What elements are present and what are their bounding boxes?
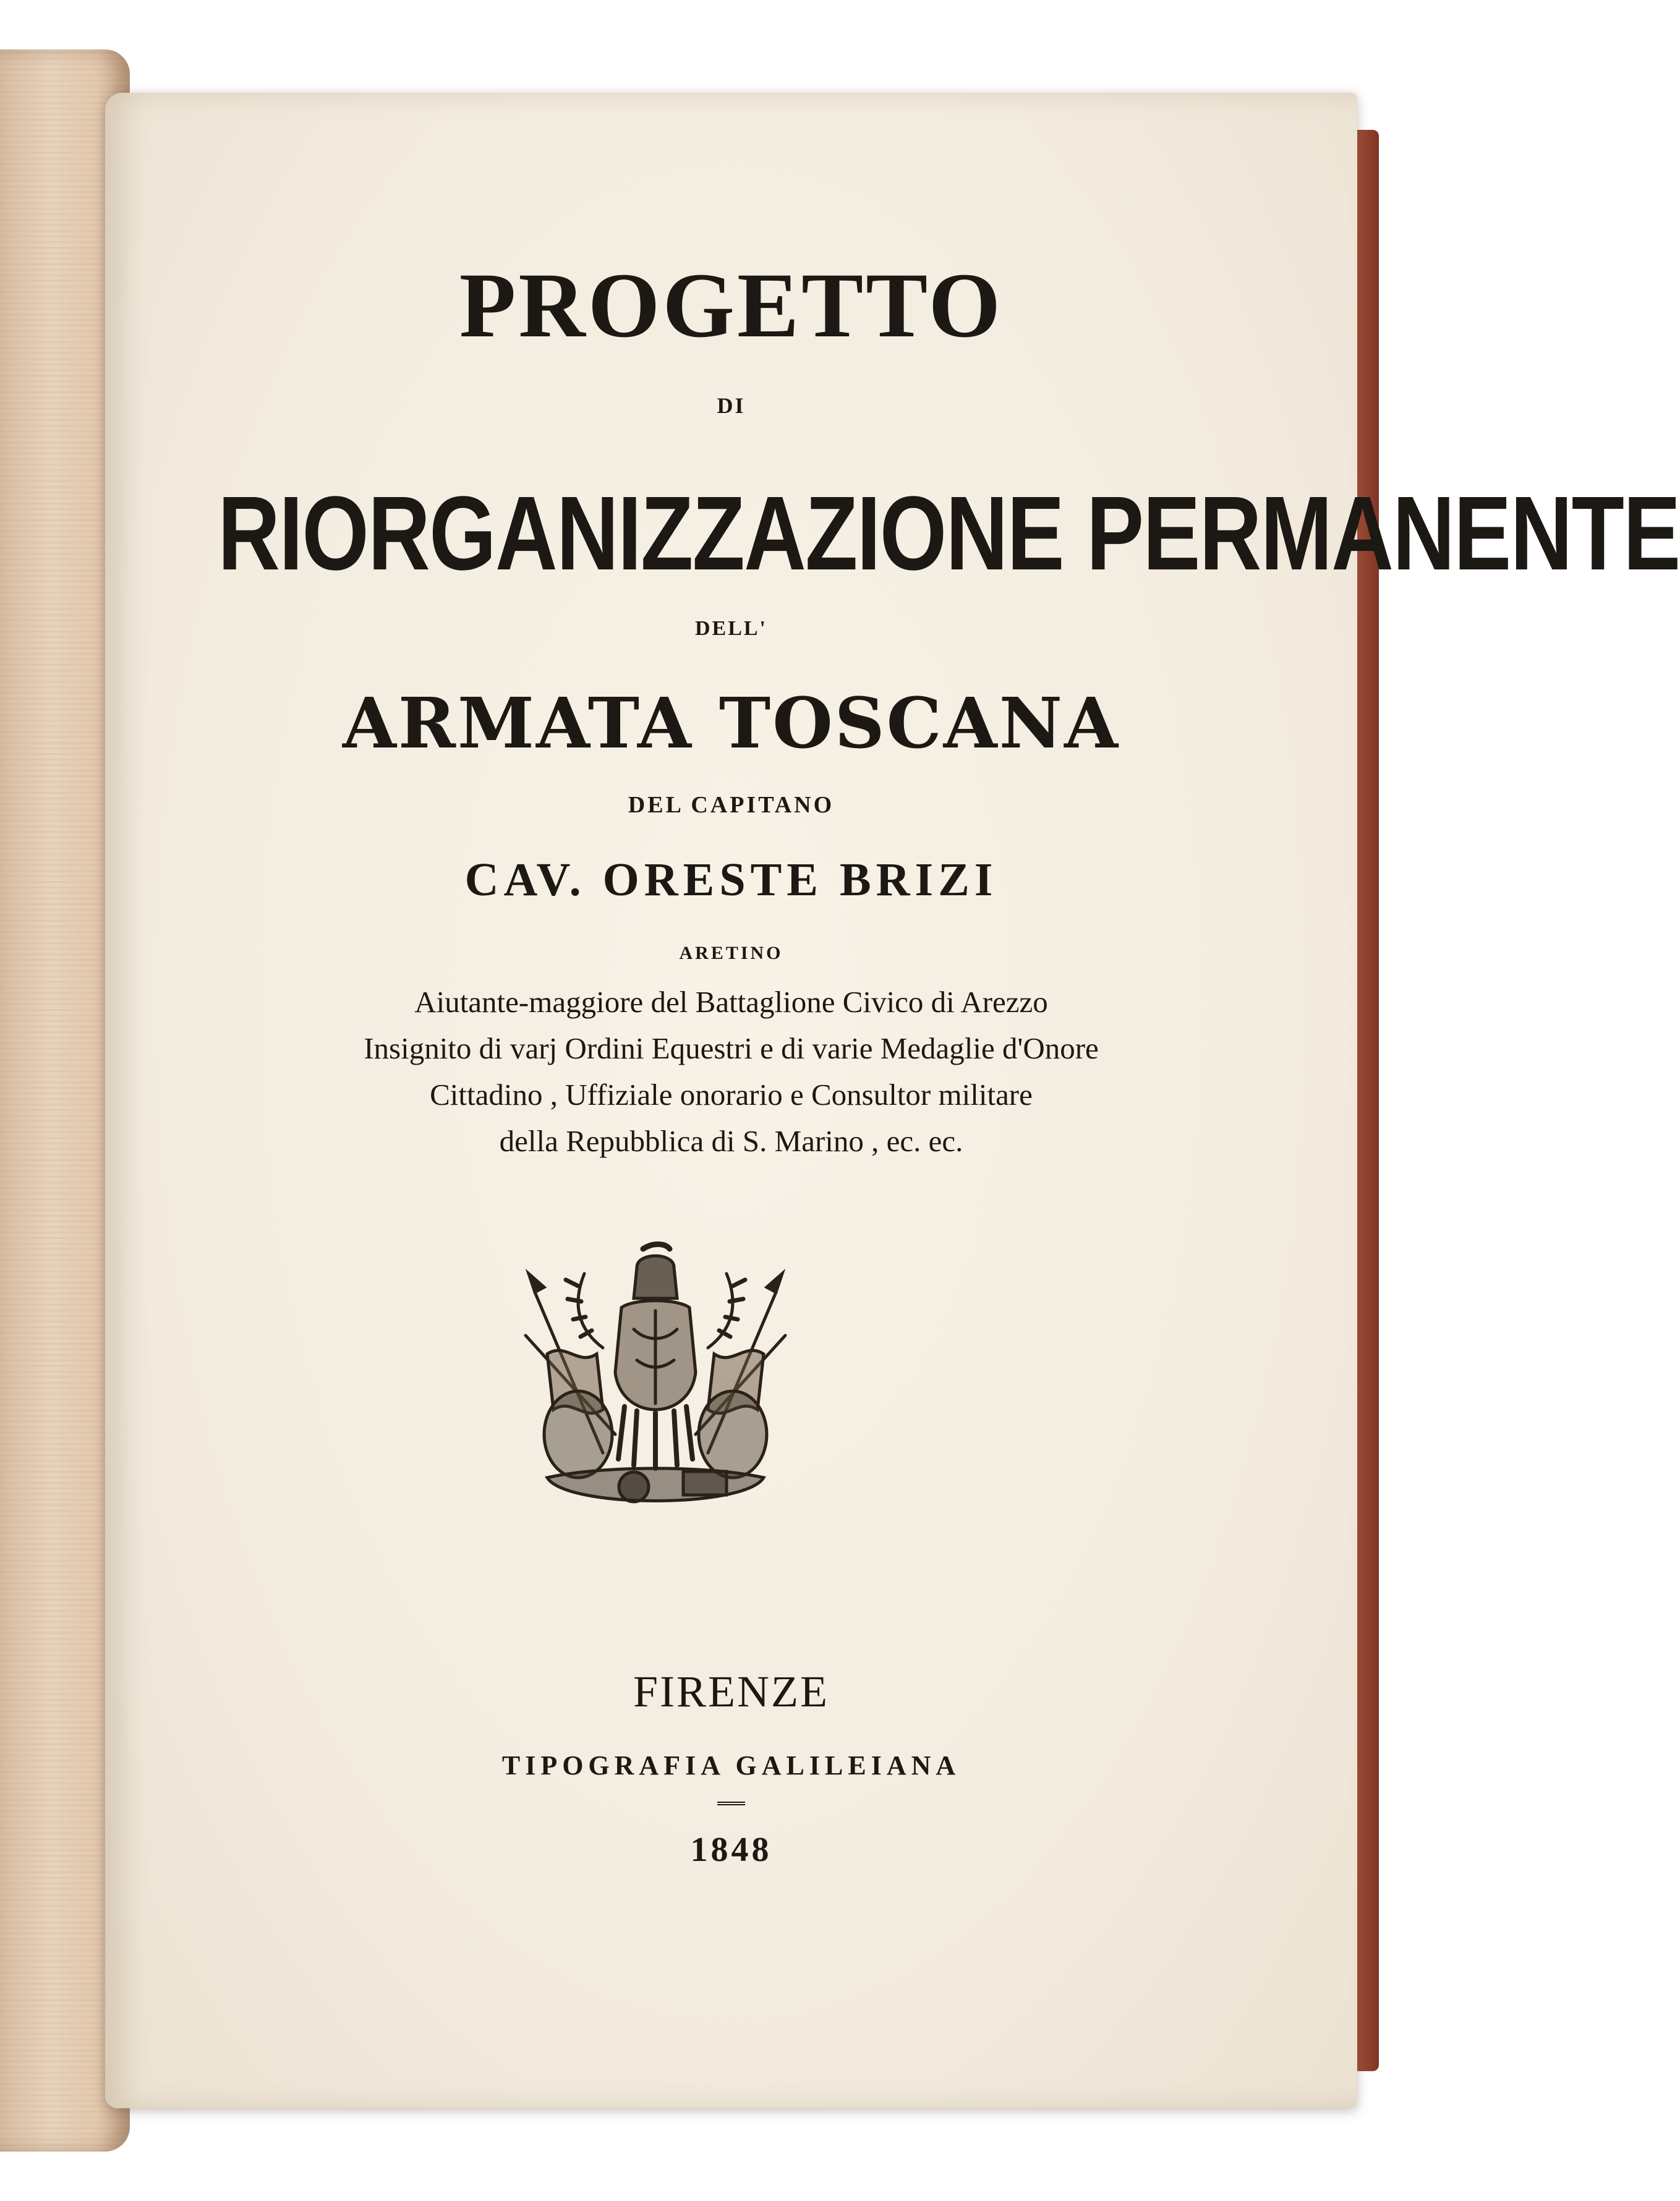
- title-page: [105, 93, 1680, 2108]
- imprint-printer: TIPOGRAFIA GALILEIANA: [501, 1750, 961, 1781]
- author-name: CAV. ORESTE BRIZI: [464, 854, 998, 906]
- connector-di: DI: [717, 393, 746, 418]
- subtitle: RIORGANIZZAZIONE PERMANENTE: [218, 475, 1680, 592]
- author-description-line: Cittadino , Uffiziale onorario e Consultor militare: [430, 1078, 1033, 1112]
- main-title: PROGETTO: [459, 254, 1004, 357]
- imprint-year: 1848: [690, 1831, 772, 1869]
- connector-dell: DELL': [694, 617, 768, 640]
- author-origin: ARETINO: [679, 943, 783, 963]
- ornamental-rule-icon: [717, 1800, 745, 1807]
- author-description-line: della Repubblica di S. Marino , ec. ec.: [499, 1124, 963, 1158]
- military-trophy-armor-icon: [510, 1249, 801, 1521]
- author-rank: DEL CAPITANO: [628, 792, 835, 818]
- imprint-city: FIRENZE: [633, 1667, 829, 1716]
- subject-title: ARMATA TOSCANA: [343, 683, 1120, 764]
- author-description-line: Aiutante-maggiore del Battaglione Civico di Arezzo: [414, 985, 1048, 1019]
- author-description-line: Insignito di varj Ordini Equestri e di varie Medaglie d'Onore: [364, 1031, 1099, 1065]
